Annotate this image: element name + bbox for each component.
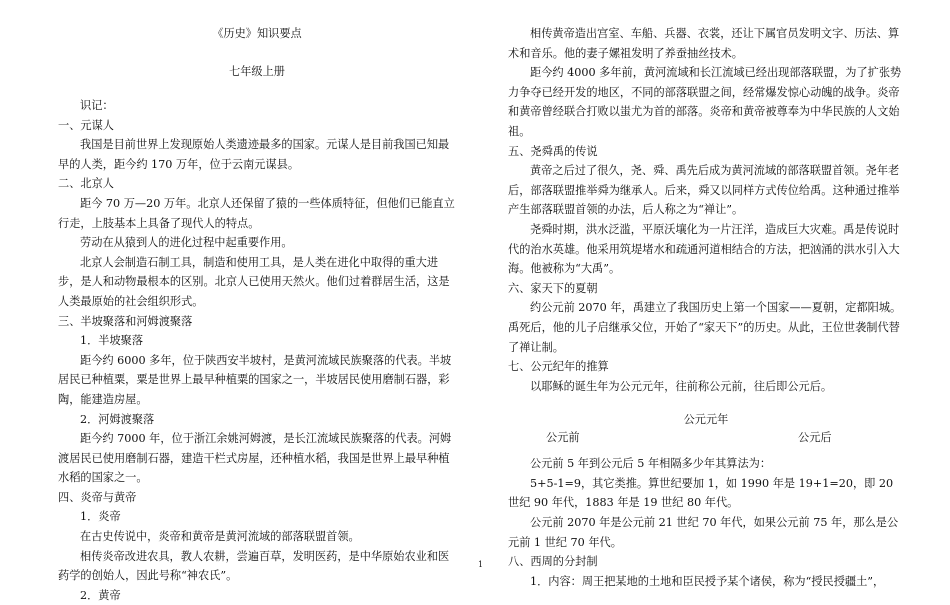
- paragraph: 在古史传说中，炎帝和黄帝是黄河流域的部落联盟首领。: [80, 530, 360, 544]
- section-heading: 六、家天下的夏朝: [508, 281, 598, 295]
- paragraph: 公元前 5 年到公元后 5 年相隔多少年其算法为：: [530, 457, 772, 471]
- document-title: 《历史》知识要点: [212, 27, 302, 40]
- page-number: 1: [478, 560, 484, 569]
- paragraph: 距今约 4000 多年前，黄河流域和长江流域已经出现部落联盟，为了扩张势力争夺已经开发的地区，不同的部落联盟之间，经常爆发惊心动魄的战争。炎帝和黄帝曾经联合打败以蚩尤为首的部落。炎帝和黄帝被尊奉为中华民族的人文始祖。: [508, 66, 902, 138]
- era-after-label: 公元后: [798, 431, 832, 445]
- era-title: 公元元年: [683, 413, 729, 427]
- paragraph: 距今约 6000 多年，位于陕西安半坡村，是黄河流域民族聚落的代表。半坡居民已种植粟，粟是世界上最早种植粟的国家之一，半坡居民使用磨制石器，彩陶，能建造房屋。: [58, 353, 452, 406]
- paragraph: 1．内容：周王把某地的土地和臣民授予某个诸侯，称为“授民授疆土”，: [530, 574, 885, 588]
- section-heading: 八、西周的分封制: [508, 555, 598, 569]
- paragraph: 1．炎帝: [80, 510, 121, 524]
- section-heading: 二、北京人: [58, 177, 114, 191]
- era-diagram: [508, 410, 904, 450]
- paragraph: 2．河姆渡聚落: [80, 412, 155, 426]
- right-body-top: [508, 24, 904, 396]
- paragraph: 黄帝之后过了很久，尧、舜、禹先后成为黄河流域的部落联盟首领。尧年老后，部落联盟推举舜为继承人。后来，舜又以同样方式传位给禹。这种通过推举产生部落联盟首领的办法，后人称之为“禅让”。: [508, 164, 900, 217]
- right-body-bottom: [508, 454, 904, 591]
- paragraph: 以耶稣的诞生年为公元元年，往前称公元前，往后即公元后。: [530, 379, 833, 393]
- paragraph: 1．半坡聚落: [80, 334, 144, 348]
- era-before-label: 公元前: [546, 431, 580, 445]
- section-heading: 一、元谋人: [58, 118, 114, 132]
- paragraph: 识记：: [80, 99, 114, 112]
- section-heading: 七、公元纪年的推算: [508, 360, 609, 374]
- paragraph: 北京人会制造石制工具，制造和使用工具，是人类在进化中取得的重大进步，是人和动物最根本的区别。北京人已使用天然火。他们过着群居生活，这是人类最原始的社会组织形式。: [58, 255, 450, 308]
- paragraph: 距今约 7000 年，位于浙江余姚河姆渡，是长江流域民族聚落的代表。河姆渡居民已使用磨制石器，建造干栏式房屋，还种植水稻，我国是世界上最早种植水稻的国家之一。: [58, 432, 452, 485]
- paragraph: 距今 70 万—20 万年。北京人还保留了猿的一些体质特征，但他们已能直立行走，上肢基本上具备了现代人的特点。: [58, 196, 455, 230]
- grade-heading: 七年级上册: [229, 65, 285, 78]
- paragraph: 约公元前 2070 年，禹建立了我国历史上第一个国家——夏朝，定都阳城。禹死后，他的儿子启继承父位，开始了“家天下”的历史。从此，王位世袭制代替了禅让制。: [508, 301, 902, 354]
- left-body: [58, 96, 456, 605]
- section-heading: 五、尧舜禹的传说: [508, 144, 598, 158]
- paragraph: 5+5-1=9，其它类推。算世纪要加 1，如 1990 年是 19+1=20，即 20 世纪 90 年代，1883 年是 19 世纪 80 年代。: [508, 476, 894, 510]
- paragraph: 相传黄帝造出宫室、车船、兵器、衣裳，还让下属官员发明文字、历法、算术和音乐。他的妻子嫘祖发明了养蚕抽丝技术。: [508, 27, 900, 60]
- right-body: [508, 24, 904, 591]
- paragraph: 公元前 2070 年是公元前 21 世纪 70 年代，如果公元前 75 年，那么是公元前 1 世纪 70 年代。: [508, 516, 899, 549]
- section-heading: 三、半坡聚落和河姆渡聚落: [58, 314, 193, 328]
- section-heading: 四、炎帝与黄帝: [58, 490, 137, 504]
- paragraph: 相传炎帝改进农具，教人农耕，尝遍百草，发明医药，是中华原始农业和医药学的创始人，因此号称“神农氏”。: [58, 549, 450, 583]
- paragraph: 2．黄帝: [80, 588, 121, 602]
- paragraph: 我国是目前世界上发现原始人类遗迹最多的国家。元谋人是目前我国已知最早的人类，距今约 170 万年，位于云南元谋县。: [58, 138, 450, 171]
- paragraph: 尧舜时期，洪水泛滥，平原沃壤化为一片汪洋，造成巨大灾难。禹是传说时代的治水英雄。他采用筑堤堵水和疏通河道相结合的方法，把汹涌的洪水引入大海。他被称为“大禹”。: [508, 222, 900, 276]
- paragraph: 劳动在从猿到人的进化过程中起重要作用。: [80, 236, 293, 250]
